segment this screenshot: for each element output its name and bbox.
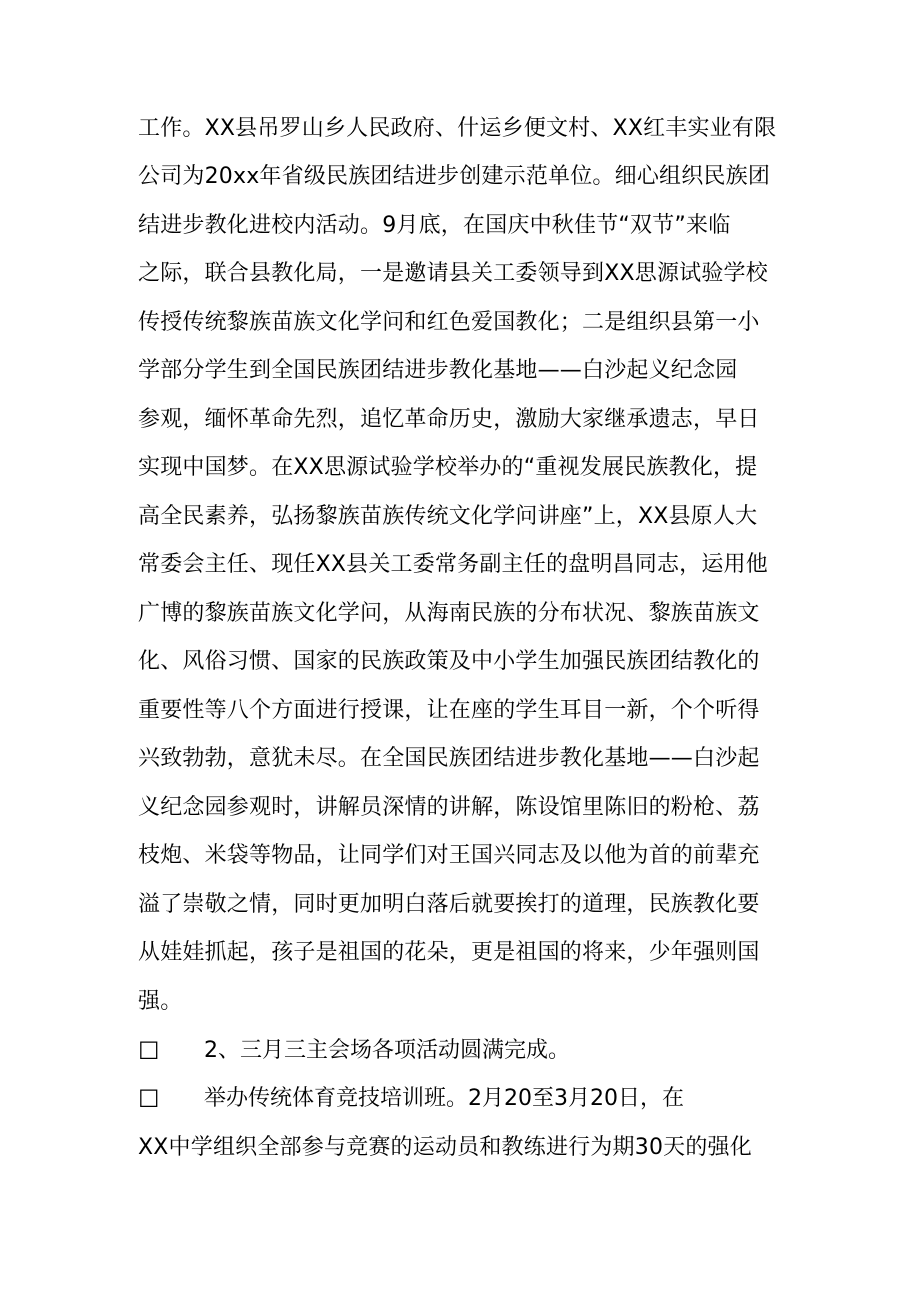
paragraph-line: 常委会主任、现任XX县关工委常务副主任的盘明昌同志，运用他	[138, 552, 768, 577]
paragraph-line: 兴致勃勃，意犹未尽。在全国民族团结进步教化基地——白沙起	[138, 746, 760, 771]
paragraph-line: 化、风俗习惯、国家的民族政策及中小学生加强民族团结教化的	[138, 649, 760, 674]
paragraph-line: 广博的黎族苗族文化学问，从海南民族的分布状况、黎族苗族文	[138, 601, 760, 626]
paragraph-line: 学部分学生到全国民族团结进步教化基地——白沙起义纪念园	[138, 358, 738, 383]
paragraph-line: 枝炮、米袋等物品，让同学们对王国兴同志及以他为首的前辈充	[138, 843, 760, 868]
paragraph-line: 义纪念园参观时，讲解员深情的讲解，陈设馆里陈旧的粉枪、荔	[138, 795, 760, 820]
paragraph-line: 重要性等八个方面进行授课，让在座的学生耳目一新，个个听得	[138, 698, 760, 723]
paragraph-line: XX中学组织全部参与竞赛的运动员和教练进行为期30天的强化	[138, 1135, 752, 1160]
paragraph-line: 工作。XX县吊罗山乡人民政府、什运乡便文村、XX红丰实业有限	[138, 116, 777, 141]
paragraph-line: 之际，联合县教化局，一是邀请县关工委领导到XX思源试验学校	[138, 261, 768, 286]
paragraph-line: 强。	[138, 989, 183, 1014]
paragraph-line: 公司为20xx年省级民族团结进步创建示范单位。细心组织民族团	[138, 164, 771, 189]
paragraph-line: 参观，缅怀革命先烈，追忆革命历史，激励大家继承遗志，早日	[138, 407, 760, 432]
paragraph-line: 结进步教化进校内活动。9月底，在国庆中秋佳节“双节”来临	[138, 213, 731, 238]
checkbox-icon: ☐	[138, 1037, 160, 1065]
bullet-item-text: 2、三月三主会场各项活动圆满完成。	[204, 1038, 570, 1063]
checkbox-icon: ☐	[138, 1085, 160, 1113]
bullet-item-text: 举办传统体育竞技培训班。2月20至3月20日，在	[204, 1086, 684, 1111]
paragraph-line: 传授传统黎族苗族文化学问和红色爱国教化；二是组织县第一小	[138, 310, 760, 335]
paragraph-line: 高全民素养，弘扬黎族苗族传统文化学问讲座”上，XX县原人大	[138, 504, 758, 529]
paragraph-line: 溢了崇敬之情，同时更加明白落后就要挨打的道理，民族教化要	[138, 892, 760, 917]
paragraph-line: 从娃娃抓起，孩子是祖国的花朵，更是祖国的将来，少年强则国	[138, 940, 760, 965]
paragraph-line: 实现中国梦。在XX思源试验学校举办的“重视发展民族教化，提	[138, 455, 758, 480]
